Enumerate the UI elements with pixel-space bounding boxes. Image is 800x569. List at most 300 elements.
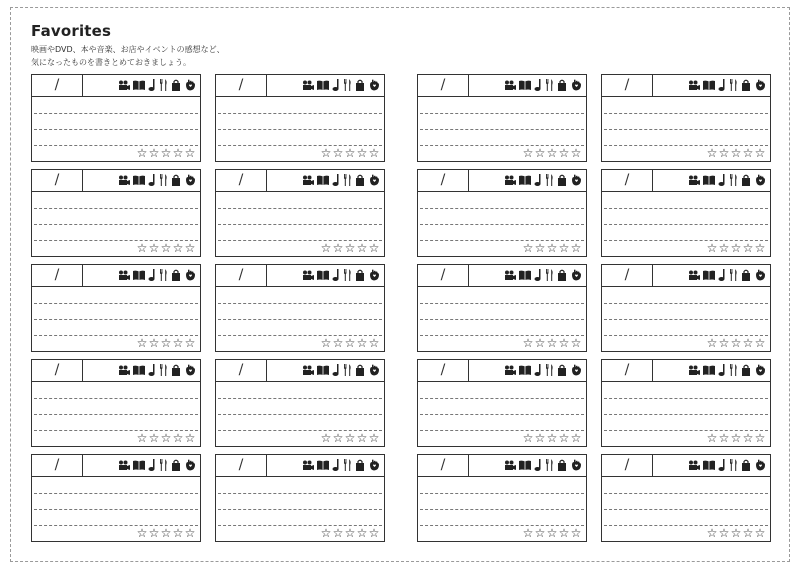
star-icon[interactable]: ☆ bbox=[706, 336, 718, 350]
note-line[interactable] bbox=[420, 414, 584, 415]
movie-camera-icon[interactable] bbox=[688, 270, 700, 281]
star-icon[interactable]: ☆ bbox=[148, 336, 160, 350]
card-header bbox=[418, 75, 586, 97]
card-header bbox=[418, 170, 586, 192]
category-icons bbox=[688, 78, 766, 92]
movie-camera-icon[interactable] bbox=[118, 460, 130, 471]
star-icon[interactable]: ☆ bbox=[522, 336, 534, 350]
star-icon[interactable]: ☆ bbox=[332, 431, 344, 445]
star-icon[interactable]: ☆ bbox=[718, 146, 730, 160]
date-field[interactable]: / bbox=[32, 360, 83, 381]
star-icon[interactable]: ☆ bbox=[160, 431, 172, 445]
star-icon[interactable]: ☆ bbox=[320, 526, 332, 540]
music-note-icon[interactable] bbox=[332, 174, 340, 186]
favorites-grid bbox=[31, 74, 775, 544]
book-icon[interactable] bbox=[317, 270, 329, 280]
star-icon[interactable]: ☆ bbox=[172, 336, 184, 350]
shopping-bag-icon[interactable] bbox=[557, 79, 567, 91]
note-line[interactable] bbox=[218, 129, 382, 130]
shopping-bag-icon[interactable] bbox=[171, 269, 181, 281]
fork-knife-icon[interactable] bbox=[159, 79, 168, 91]
shopping-bag-icon[interactable] bbox=[171, 79, 181, 91]
star-icon[interactable]: ☆ bbox=[356, 241, 368, 255]
date-field[interactable]: / bbox=[32, 75, 83, 96]
fork-knife-icon[interactable] bbox=[729, 269, 738, 281]
star-icon[interactable]: ☆ bbox=[320, 146, 332, 160]
note-line[interactable] bbox=[218, 493, 382, 494]
movie-camera-icon[interactable] bbox=[504, 80, 516, 91]
movie-camera-icon[interactable] bbox=[118, 80, 130, 91]
fork-knife-icon[interactable] bbox=[545, 79, 554, 91]
note-line[interactable] bbox=[420, 303, 584, 304]
date-field[interactable]: / bbox=[216, 265, 267, 286]
star-icon[interactable]: ☆ bbox=[522, 431, 534, 445]
movie-camera-icon[interactable] bbox=[302, 175, 314, 186]
hand-heart-icon[interactable] bbox=[754, 459, 766, 471]
note-line[interactable] bbox=[218, 224, 382, 225]
rating-stars bbox=[706, 431, 766, 445]
star-icon[interactable]: ☆ bbox=[522, 146, 534, 160]
star-icon[interactable]: ☆ bbox=[184, 431, 196, 445]
star-icon[interactable]: ☆ bbox=[344, 146, 356, 160]
star-icon[interactable]: ☆ bbox=[172, 431, 184, 445]
note-line[interactable] bbox=[34, 303, 198, 304]
book-icon[interactable] bbox=[133, 80, 145, 90]
star-icon[interactable]: ☆ bbox=[742, 526, 754, 540]
star-icon[interactable]: ☆ bbox=[754, 241, 766, 255]
star-icon[interactable]: ☆ bbox=[320, 431, 332, 445]
date-field[interactable]: / bbox=[602, 360, 653, 381]
shopping-bag-icon[interactable] bbox=[557, 364, 567, 376]
star-icon[interactable]: ☆ bbox=[534, 241, 546, 255]
shopping-bag-icon[interactable] bbox=[557, 459, 567, 471]
star-icon[interactable]: ☆ bbox=[570, 146, 582, 160]
star-icon[interactable]: ☆ bbox=[570, 431, 582, 445]
note-line[interactable] bbox=[604, 224, 768, 225]
shopping-bag-icon[interactable] bbox=[171, 174, 181, 186]
music-note-icon[interactable] bbox=[534, 269, 542, 281]
book-icon[interactable] bbox=[133, 175, 145, 185]
star-icon[interactable]: ☆ bbox=[344, 336, 356, 350]
note-line[interactable] bbox=[218, 414, 382, 415]
music-note-icon[interactable] bbox=[332, 364, 340, 376]
music-note-icon[interactable] bbox=[332, 459, 340, 471]
music-note-icon[interactable] bbox=[332, 269, 340, 281]
music-note-icon[interactable] bbox=[148, 174, 156, 186]
star-icon[interactable]: ☆ bbox=[160, 526, 172, 540]
hand-heart-icon[interactable] bbox=[570, 174, 582, 186]
book-icon[interactable] bbox=[133, 270, 145, 280]
book-icon[interactable] bbox=[519, 270, 531, 280]
fork-knife-icon[interactable] bbox=[159, 364, 168, 376]
music-note-icon[interactable] bbox=[534, 79, 542, 91]
star-icon[interactable]: ☆ bbox=[172, 241, 184, 255]
date-field[interactable]: / bbox=[216, 455, 267, 476]
book-icon[interactable] bbox=[703, 270, 715, 280]
movie-camera-icon[interactable] bbox=[118, 270, 130, 281]
star-icon[interactable]: ☆ bbox=[148, 431, 160, 445]
music-note-icon[interactable] bbox=[718, 364, 726, 376]
fork-knife-icon[interactable] bbox=[729, 174, 738, 186]
note-line[interactable] bbox=[420, 113, 584, 114]
star-icon[interactable]: ☆ bbox=[344, 526, 356, 540]
movie-camera-icon[interactable] bbox=[302, 270, 314, 281]
star-icon[interactable]: ☆ bbox=[546, 431, 558, 445]
star-icon[interactable]: ☆ bbox=[184, 336, 196, 350]
star-icon[interactable]: ☆ bbox=[754, 146, 766, 160]
fork-knife-icon[interactable] bbox=[545, 459, 554, 471]
note-line[interactable] bbox=[34, 493, 198, 494]
star-icon[interactable]: ☆ bbox=[742, 146, 754, 160]
date-field[interactable]: / bbox=[32, 265, 83, 286]
star-icon[interactable]: ☆ bbox=[558, 336, 570, 350]
music-note-icon[interactable] bbox=[148, 364, 156, 376]
star-icon[interactable]: ☆ bbox=[706, 241, 718, 255]
movie-camera-icon[interactable] bbox=[302, 365, 314, 376]
star-icon[interactable]: ☆ bbox=[148, 526, 160, 540]
hand-heart-icon[interactable] bbox=[570, 459, 582, 471]
music-note-icon[interactable] bbox=[148, 79, 156, 91]
star-icon[interactable]: ☆ bbox=[332, 526, 344, 540]
date-field[interactable]: / bbox=[602, 75, 653, 96]
music-note-icon[interactable] bbox=[718, 174, 726, 186]
hand-heart-icon[interactable] bbox=[184, 79, 196, 91]
movie-camera-icon[interactable] bbox=[504, 270, 516, 281]
fork-knife-icon[interactable] bbox=[159, 174, 168, 186]
star-icon[interactable]: ☆ bbox=[730, 431, 742, 445]
fork-knife-icon[interactable] bbox=[343, 364, 352, 376]
rating-stars bbox=[522, 526, 582, 540]
fork-knife-icon[interactable] bbox=[545, 174, 554, 186]
shopping-bag-icon[interactable] bbox=[355, 79, 365, 91]
note-line[interactable] bbox=[420, 398, 584, 399]
shopping-bag-icon[interactable] bbox=[355, 269, 365, 281]
fork-knife-icon[interactable] bbox=[729, 364, 738, 376]
shopping-bag-icon[interactable] bbox=[557, 269, 567, 281]
star-icon[interactable]: ☆ bbox=[570, 526, 582, 540]
star-icon[interactable]: ☆ bbox=[136, 526, 148, 540]
book-icon[interactable] bbox=[519, 365, 531, 375]
note-line[interactable] bbox=[420, 509, 584, 510]
fork-knife-icon[interactable] bbox=[729, 459, 738, 471]
music-note-icon[interactable] bbox=[718, 269, 726, 281]
star-icon[interactable]: ☆ bbox=[184, 526, 196, 540]
star-icon[interactable]: ☆ bbox=[160, 146, 172, 160]
hand-heart-icon[interactable] bbox=[368, 269, 380, 281]
star-icon[interactable]: ☆ bbox=[546, 336, 558, 350]
fork-knife-icon[interactable] bbox=[545, 269, 554, 281]
movie-camera-icon[interactable] bbox=[302, 80, 314, 91]
star-icon[interactable]: ☆ bbox=[558, 146, 570, 160]
star-icon[interactable]: ☆ bbox=[172, 146, 184, 160]
fork-knife-icon[interactable] bbox=[343, 174, 352, 186]
star-icon[interactable]: ☆ bbox=[172, 526, 184, 540]
movie-camera-icon[interactable] bbox=[504, 175, 516, 186]
shopping-bag-icon[interactable] bbox=[741, 459, 751, 471]
note-line[interactable] bbox=[420, 224, 584, 225]
book-icon[interactable] bbox=[133, 460, 145, 470]
hand-heart-icon[interactable] bbox=[184, 459, 196, 471]
star-icon[interactable]: ☆ bbox=[160, 241, 172, 255]
hand-heart-icon[interactable] bbox=[368, 174, 380, 186]
fork-knife-icon[interactable] bbox=[343, 269, 352, 281]
star-icon[interactable]: ☆ bbox=[332, 336, 344, 350]
note-line[interactable] bbox=[34, 113, 198, 114]
fork-knife-icon[interactable] bbox=[343, 79, 352, 91]
star-icon[interactable]: ☆ bbox=[534, 336, 546, 350]
music-note-icon[interactable] bbox=[718, 459, 726, 471]
favorite-card bbox=[417, 169, 587, 257]
page-description bbox=[31, 43, 225, 69]
note-line[interactable] bbox=[604, 398, 768, 399]
card-header bbox=[32, 455, 200, 477]
star-icon[interactable]: ☆ bbox=[534, 526, 546, 540]
shopping-bag-icon[interactable] bbox=[171, 459, 181, 471]
star-icon[interactable]: ☆ bbox=[136, 431, 148, 445]
star-icon[interactable]: ☆ bbox=[742, 336, 754, 350]
hand-heart-icon[interactable] bbox=[570, 269, 582, 281]
hand-heart-icon[interactable] bbox=[184, 269, 196, 281]
star-icon[interactable]: ☆ bbox=[522, 526, 534, 540]
music-note-icon[interactable] bbox=[534, 459, 542, 471]
note-line[interactable] bbox=[604, 319, 768, 320]
star-icon[interactable]: ☆ bbox=[184, 146, 196, 160]
shopping-bag-icon[interactable] bbox=[355, 459, 365, 471]
star-icon[interactable]: ☆ bbox=[718, 431, 730, 445]
fork-knife-icon[interactable] bbox=[159, 269, 168, 281]
note-line[interactable] bbox=[604, 414, 768, 415]
hand-heart-icon[interactable] bbox=[754, 174, 766, 186]
fork-knife-icon[interactable] bbox=[159, 459, 168, 471]
shopping-bag-icon[interactable] bbox=[355, 174, 365, 186]
star-icon[interactable]: ☆ bbox=[136, 241, 148, 255]
note-line[interactable] bbox=[604, 303, 768, 304]
book-icon[interactable] bbox=[703, 460, 715, 470]
hand-heart-icon[interactable] bbox=[754, 269, 766, 281]
note-line[interactable] bbox=[420, 208, 584, 209]
star-icon[interactable]: ☆ bbox=[368, 336, 380, 350]
star-icon[interactable]: ☆ bbox=[742, 241, 754, 255]
movie-camera-icon[interactable] bbox=[118, 175, 130, 186]
card-header bbox=[602, 360, 770, 382]
card-header bbox=[216, 360, 384, 382]
book-icon[interactable] bbox=[519, 460, 531, 470]
star-icon[interactable]: ☆ bbox=[136, 146, 148, 160]
hand-heart-icon[interactable] bbox=[754, 79, 766, 91]
star-icon[interactable]: ☆ bbox=[344, 241, 356, 255]
favorite-card bbox=[215, 74, 385, 162]
star-icon[interactable]: ☆ bbox=[706, 526, 718, 540]
date-field[interactable]: / bbox=[216, 360, 267, 381]
fork-knife-icon[interactable] bbox=[545, 364, 554, 376]
hand-heart-icon[interactable] bbox=[368, 364, 380, 376]
star-icon[interactable]: ☆ bbox=[730, 526, 742, 540]
note-line[interactable] bbox=[34, 398, 198, 399]
note-line[interactable] bbox=[420, 129, 584, 130]
star-icon[interactable]: ☆ bbox=[356, 431, 368, 445]
date-field[interactable]: / bbox=[418, 170, 469, 191]
note-line[interactable] bbox=[604, 113, 768, 114]
star-icon[interactable]: ☆ bbox=[148, 146, 160, 160]
date-field[interactable]: / bbox=[418, 265, 469, 286]
star-icon[interactable]: ☆ bbox=[356, 336, 368, 350]
star-icon[interactable]: ☆ bbox=[718, 241, 730, 255]
music-note-icon[interactable] bbox=[332, 79, 340, 91]
star-icon[interactable]: ☆ bbox=[344, 431, 356, 445]
movie-camera-icon[interactable] bbox=[302, 460, 314, 471]
music-note-icon[interactable] bbox=[534, 174, 542, 186]
star-icon[interactable]: ☆ bbox=[570, 336, 582, 350]
note-line[interactable] bbox=[420, 319, 584, 320]
movie-camera-icon[interactable] bbox=[504, 365, 516, 376]
note-line[interactable] bbox=[34, 319, 198, 320]
note-line[interactable] bbox=[420, 493, 584, 494]
star-icon[interactable]: ☆ bbox=[368, 526, 380, 540]
star-icon[interactable]: ☆ bbox=[332, 146, 344, 160]
favorite-card bbox=[215, 264, 385, 352]
star-icon[interactable]: ☆ bbox=[356, 146, 368, 160]
category-icons bbox=[118, 78, 196, 92]
star-icon[interactable]: ☆ bbox=[148, 241, 160, 255]
shopping-bag-icon[interactable] bbox=[355, 364, 365, 376]
star-icon[interactable]: ☆ bbox=[754, 431, 766, 445]
note-line[interactable] bbox=[218, 208, 382, 209]
date-field[interactable]: / bbox=[418, 75, 469, 96]
note-line[interactable] bbox=[218, 319, 382, 320]
date-field[interactable]: / bbox=[216, 75, 267, 96]
note-line[interactable] bbox=[218, 398, 382, 399]
date-field[interactable]: / bbox=[32, 170, 83, 191]
star-icon[interactable]: ☆ bbox=[160, 336, 172, 350]
book-icon[interactable] bbox=[703, 80, 715, 90]
star-icon[interactable]: ☆ bbox=[320, 336, 332, 350]
star-icon[interactable]: ☆ bbox=[332, 241, 344, 255]
star-icon[interactable]: ☆ bbox=[558, 526, 570, 540]
date-field[interactable]: / bbox=[602, 455, 653, 476]
note-line[interactable] bbox=[34, 414, 198, 415]
star-icon[interactable]: ☆ bbox=[546, 526, 558, 540]
note-line[interactable] bbox=[34, 509, 198, 510]
music-note-icon[interactable] bbox=[148, 269, 156, 281]
book-icon[interactable] bbox=[133, 365, 145, 375]
date-field[interactable]: / bbox=[418, 360, 469, 381]
book-icon[interactable] bbox=[519, 175, 531, 185]
shopping-bag-icon[interactable] bbox=[741, 269, 751, 281]
favorite-card bbox=[417, 264, 587, 352]
star-icon[interactable]: ☆ bbox=[706, 146, 718, 160]
hand-heart-icon[interactable] bbox=[754, 364, 766, 376]
note-line[interactable] bbox=[604, 129, 768, 130]
movie-camera-icon[interactable] bbox=[688, 365, 700, 376]
category-icons bbox=[302, 268, 380, 282]
star-icon[interactable]: ☆ bbox=[534, 146, 546, 160]
music-note-icon[interactable] bbox=[718, 79, 726, 91]
star-icon[interactable]: ☆ bbox=[742, 431, 754, 445]
note-line[interactable] bbox=[604, 509, 768, 510]
hand-heart-icon[interactable] bbox=[570, 364, 582, 376]
book-icon[interactable] bbox=[703, 365, 715, 375]
favorite-card bbox=[215, 359, 385, 447]
note-line[interactable] bbox=[34, 129, 198, 130]
star-icon[interactable]: ☆ bbox=[730, 146, 742, 160]
hand-heart-icon[interactable] bbox=[184, 174, 196, 186]
movie-camera-icon[interactable] bbox=[688, 175, 700, 186]
note-line[interactable] bbox=[604, 493, 768, 494]
hand-heart-icon[interactable] bbox=[184, 364, 196, 376]
hand-heart-icon[interactable] bbox=[368, 459, 380, 471]
shopping-bag-icon[interactable] bbox=[171, 364, 181, 376]
star-icon[interactable]: ☆ bbox=[356, 526, 368, 540]
shopping-bag-icon[interactable] bbox=[741, 364, 751, 376]
favorite-card bbox=[31, 264, 201, 352]
date-field[interactable]: / bbox=[602, 265, 653, 286]
star-icon[interactable]: ☆ bbox=[730, 241, 742, 255]
star-icon[interactable]: ☆ bbox=[718, 336, 730, 350]
shopping-bag-icon[interactable] bbox=[741, 174, 751, 186]
fork-knife-icon[interactable] bbox=[729, 79, 738, 91]
star-icon[interactable]: ☆ bbox=[136, 336, 148, 350]
star-icon[interactable]: ☆ bbox=[706, 431, 718, 445]
movie-camera-icon[interactable] bbox=[504, 460, 516, 471]
book-icon[interactable] bbox=[317, 175, 329, 185]
movie-camera-icon[interactable] bbox=[118, 365, 130, 376]
note-line[interactable] bbox=[218, 303, 382, 304]
star-icon[interactable]: ☆ bbox=[184, 241, 196, 255]
star-icon[interactable]: ☆ bbox=[754, 336, 766, 350]
star-icon[interactable]: ☆ bbox=[320, 241, 332, 255]
date-field[interactable]: / bbox=[32, 455, 83, 476]
book-icon[interactable] bbox=[703, 175, 715, 185]
movie-camera-icon[interactable] bbox=[688, 460, 700, 471]
star-icon[interactable]: ☆ bbox=[368, 241, 380, 255]
star-icon[interactable]: ☆ bbox=[718, 526, 730, 540]
book-icon[interactable] bbox=[317, 80, 329, 90]
shopping-bag-icon[interactable] bbox=[557, 174, 567, 186]
date-field[interactable]: / bbox=[418, 455, 469, 476]
note-line[interactable] bbox=[604, 208, 768, 209]
star-icon[interactable]: ☆ bbox=[570, 241, 582, 255]
date-field[interactable]: / bbox=[602, 170, 653, 191]
movie-camera-icon[interactable] bbox=[688, 80, 700, 91]
book-icon[interactable] bbox=[317, 365, 329, 375]
music-note-icon[interactable] bbox=[148, 459, 156, 471]
fork-knife-icon[interactable] bbox=[343, 459, 352, 471]
card-header bbox=[32, 360, 200, 382]
star-icon[interactable]: ☆ bbox=[368, 146, 380, 160]
star-icon[interactable]: ☆ bbox=[522, 241, 534, 255]
hand-heart-icon[interactable] bbox=[570, 79, 582, 91]
note-line[interactable] bbox=[218, 113, 382, 114]
star-icon[interactable]: ☆ bbox=[546, 241, 558, 255]
star-icon[interactable]: ☆ bbox=[754, 526, 766, 540]
date-field[interactable]: / bbox=[216, 170, 267, 191]
note-line[interactable] bbox=[34, 224, 198, 225]
book-icon[interactable] bbox=[317, 460, 329, 470]
book-icon[interactable] bbox=[519, 80, 531, 90]
shopping-bag-icon[interactable] bbox=[741, 79, 751, 91]
hand-heart-icon[interactable] bbox=[368, 79, 380, 91]
note-line[interactable] bbox=[218, 509, 382, 510]
star-icon[interactable]: ☆ bbox=[730, 336, 742, 350]
music-note-icon[interactable] bbox=[534, 364, 542, 376]
star-icon[interactable]: ☆ bbox=[368, 431, 380, 445]
note-line[interactable] bbox=[34, 208, 198, 209]
card-header bbox=[32, 265, 200, 287]
star-icon[interactable]: ☆ bbox=[558, 431, 570, 445]
star-icon[interactable]: ☆ bbox=[534, 431, 546, 445]
star-icon[interactable]: ☆ bbox=[558, 241, 570, 255]
star-icon[interactable]: ☆ bbox=[546, 146, 558, 160]
